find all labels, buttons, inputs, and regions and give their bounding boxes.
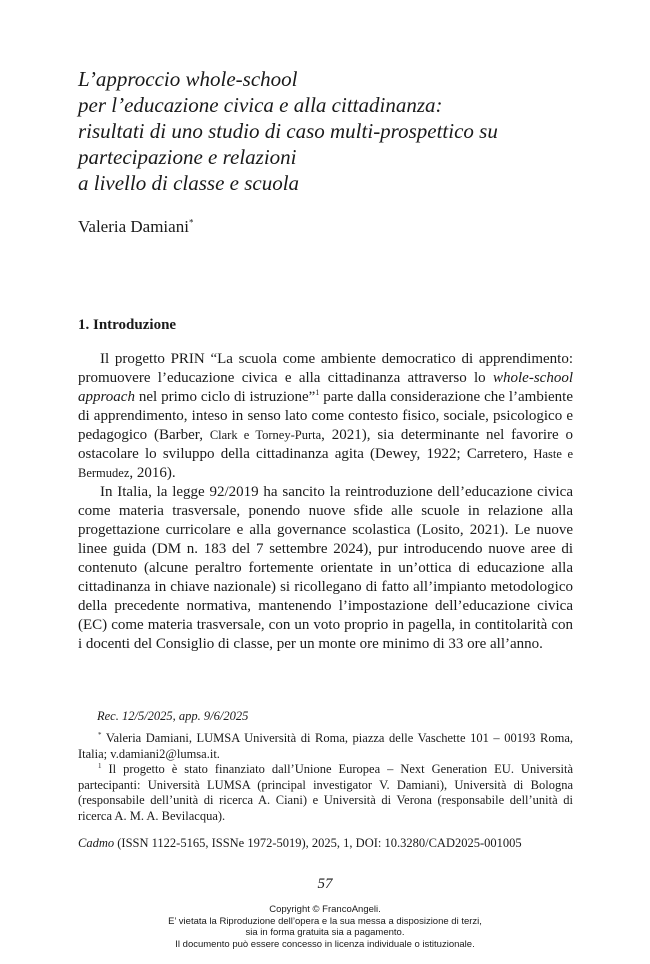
author-line <box>78 217 193 237</box>
citation-authors: Haste e Bermudez <box>78 447 573 480</box>
italic-term: whole-school approach <box>78 370 573 405</box>
paragraph: In Italia, la legge 92/2019 ha sancito la reintroduzione dell’educazione civica come materia trasversale, ponendo nuove sfide alle scuole in relazione alla progettazione curricolare e alla governance scolastica (Losito, 2021). Le nuove linee guida (DM n. 183 del 7 settembre 2024), pur introducendo nuove aree di contenuto (alcune peraltro fortemente orientate in un’ottica di educazione alla cittadinanza in chiave nazionale) si ricollegano di fatto all’impianto metodologico della precedente normativa, mantenendo l’impostazione dell’educazione civica (EC) come materia trasversale, con un voto proprio in pagella, in contitolarità con i docenti del Consiglio di classe, per un monte ore minimo di 33 ore all’anno. <box>78 484 573 652</box>
author-footnote-mark: * <box>188 217 194 228</box>
text-run: Il progetto PRIN “La scuola come ambiente democratico di apprendimento: promuovere l’educazione civica e alla cittadinanza attraverso lo <box>78 351 573 386</box>
title-line: partecipazione e relazioni <box>78 145 297 169</box>
footnotes <box>78 731 573 824</box>
title-line: a livello di classe e scuola <box>78 171 300 195</box>
paragraph <box>78 350 573 483</box>
journal-citation <box>78 836 573 851</box>
text-run: parte dalla considerazione che l’ambiente di apprendimento, inteso in senso lato come contesto fisico, sociale, psicologico e pedagogico (Barber, <box>78 389 573 443</box>
footnote-mark: 1 <box>98 761 102 770</box>
copyright-notice <box>0 904 650 950</box>
article-title <box>78 66 598 196</box>
copyright-line: Copyright © FrancoAngeli. <box>269 904 381 915</box>
body-text <box>78 350 573 654</box>
text-run: nel primo ciclo di istruzione” <box>134 389 316 405</box>
citation-authors: Clark e Torney-Purta <box>209 428 322 442</box>
title-line: L’approccio whole-school <box>78 67 298 91</box>
footnote-ref[interactable]: 1 <box>315 388 320 397</box>
footnote <box>78 731 573 762</box>
journal-name: Cadmo <box>78 836 115 850</box>
footnote-mark: * <box>98 730 102 739</box>
journal-details: (ISSN 1122-5165, ISSNe 1972-5019), 2025, 1, DOI: 10.3280/CAD2025-001005 <box>114 836 522 850</box>
footnote-text: Valeria Damiani, LUMSA Università di Roma, piazza delle Vaschette 101 – 00193 Roma, Italia; v.damiani2@lumsa.it. <box>78 731 573 761</box>
text-run: , 2016). <box>129 465 176 481</box>
footnote <box>78 762 573 824</box>
copyright-line: E’ vietata la Riproduzione dell’opera e la sua messa a disposizione di terzi, <box>168 915 482 927</box>
section-heading: 1. Introduzione <box>78 317 177 333</box>
author-name: Valeria Damiani <box>78 217 189 236</box>
copyright-line: Il documento può essere concesso in licenza individuale o istituzionale. <box>175 938 475 950</box>
title-line: risultati di uno studio di caso multi-prospettico su <box>78 119 498 143</box>
received-dates: Rec. 12/5/2025, app. 9/6/2025 <box>97 709 249 723</box>
copyright-line: sia in forma gratuita sia a pagamento. <box>245 927 405 938</box>
title-line: per l’educazione civica e alla cittadinanza: <box>78 93 443 117</box>
text-run: , 2021), sia determinante nel favorire o ostacolare lo sviluppo della cittadinanza agita (Dewey, 1922; Carretero, <box>78 427 573 462</box>
page-number: 57 <box>317 876 333 892</box>
footnote-text: Il progetto è stato finanziato dall’Unione Europea – Next Generation EU. Università partecipanti: Università LUMSA (principal investigator V. Damiani), Università di Bologna (responsabile dell’unità di ricerca A. Ciani) e Università di Verona (responsabile dell’unità di ricerca A. M. A. Bevilacqua). <box>78 762 573 823</box>
